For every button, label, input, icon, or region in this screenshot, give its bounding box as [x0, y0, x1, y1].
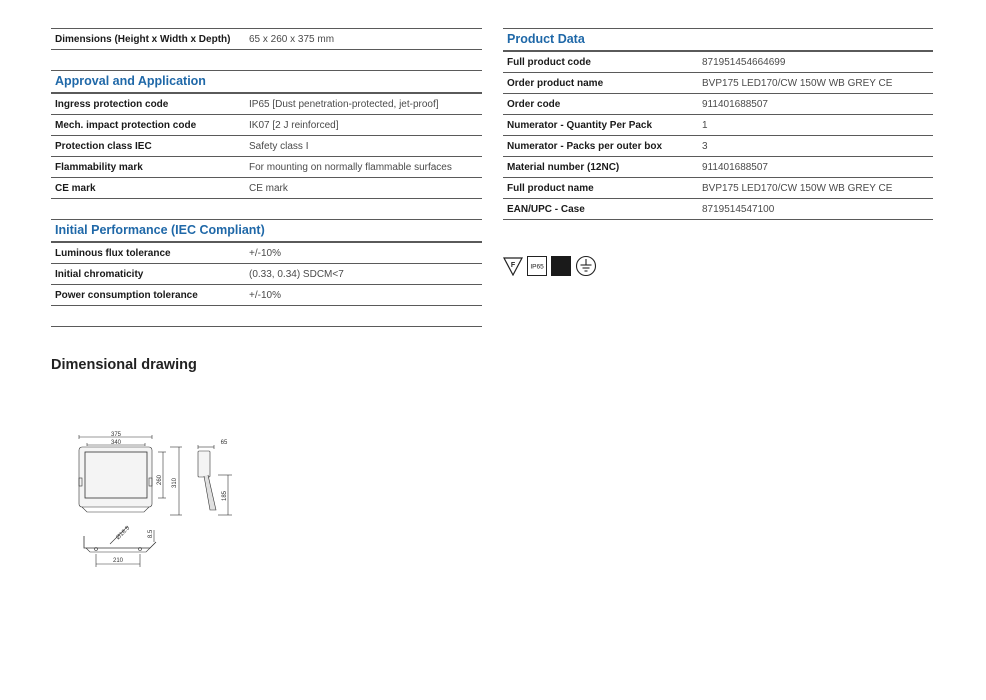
table-row	[51, 243, 482, 264]
table-row	[51, 136, 482, 157]
table-row	[51, 264, 482, 285]
product-data-title: Product Data	[503, 28, 933, 51]
spec-value: Safety class I	[245, 136, 482, 157]
certification-icons	[503, 255, 597, 277]
divider	[51, 50, 482, 71]
spec-key: Protection class IEC	[51, 136, 245, 157]
right-column	[503, 28, 933, 220]
table-row	[51, 178, 482, 199]
earth-ground-icon	[575, 255, 597, 277]
table-row	[503, 73, 933, 94]
spec-value: 65 x 260 x 375 mm	[245, 29, 482, 50]
approval-table	[51, 93, 482, 199]
table-row	[51, 285, 482, 306]
spec-value: (0.33, 0.34) SDCM<7	[245, 264, 482, 285]
flammability-triangle-icon	[503, 256, 523, 276]
black-square-icon	[551, 256, 571, 276]
spec-key: Luminous flux tolerance	[51, 243, 245, 264]
dim-label: 65	[220, 440, 228, 446]
spec-key: Initial chromaticity	[51, 264, 245, 285]
spec-key: Order product name	[503, 73, 698, 94]
table-row	[503, 199, 933, 220]
spec-value: BVP175 LED170/CW 150W WB GREY CE	[698, 178, 933, 199]
spec-value: BVP175 LED170/CW 150W WB GREY CE	[698, 73, 933, 94]
spec-value: 1	[698, 115, 933, 136]
product-data-table	[503, 51, 933, 220]
table-row	[503, 157, 933, 178]
spec-key: Order code	[503, 94, 698, 115]
spec-value: 8719514547100	[698, 199, 933, 220]
spec-value: 3	[698, 136, 933, 157]
spec-value: 911401688507	[698, 157, 933, 178]
dim-label: 210	[112, 558, 124, 564]
table-row	[51, 94, 482, 115]
flammability-icon-label: F	[510, 262, 516, 269]
approval-section-title: Approval and Application	[51, 71, 482, 93]
spec-key: EAN/UPC - Case	[503, 199, 698, 220]
table-row	[51, 115, 482, 136]
performance-section-title: Initial Performance (IEC Compliant)	[51, 220, 482, 242]
spec-key: Material number (12NC)	[503, 157, 698, 178]
spec-value: For mounting on normally flammable surfaces	[245, 157, 482, 178]
spec-key: Flammability mark	[51, 157, 245, 178]
spec-value: 871951454664699	[698, 52, 933, 73]
spec-key: Mech. impact protection code	[51, 115, 245, 136]
table-row	[503, 52, 933, 73]
spec-key: Full product code	[503, 52, 698, 73]
dim-label: 260	[157, 474, 163, 486]
spec-value: 911401688507	[698, 94, 933, 115]
dim-label: 375	[110, 432, 122, 438]
ip65-icon-label: IP65	[530, 263, 544, 271]
spec-value: IP65 [Dust penetration-protected, jet-proof]	[245, 94, 482, 115]
dim-label: 310	[172, 477, 178, 489]
left-column	[51, 28, 482, 327]
spec-key: Numerator - Quantity Per Pack	[503, 115, 698, 136]
dim-label: 340	[110, 440, 122, 446]
dimensional-drawing	[70, 430, 250, 575]
table-row	[503, 178, 933, 199]
table-row	[51, 157, 482, 178]
spec-key: CE mark	[51, 178, 245, 199]
dimensions-table	[51, 28, 482, 50]
table-row	[503, 115, 933, 136]
dim-label: 8.5	[148, 529, 154, 539]
spec-value: IK07 [2 J reinforced]	[245, 115, 482, 136]
table-row	[503, 136, 933, 157]
table-row	[503, 94, 933, 115]
ip65-icon	[527, 256, 547, 276]
spec-key: Full product name	[503, 178, 698, 199]
table-row	[51, 29, 482, 50]
spec-key: Ingress protection code	[51, 94, 245, 115]
divider	[51, 306, 482, 327]
spec-value: +/-10%	[245, 285, 482, 306]
performance-table	[51, 242, 482, 306]
spec-key: Power consumption tolerance	[51, 285, 245, 306]
spec-value: CE mark	[245, 178, 482, 199]
spec-key: Numerator - Packs per outer box	[503, 136, 698, 157]
dimensional-drawing-heading: Dimensional drawing	[51, 357, 197, 373]
spec-value: +/-10%	[245, 243, 482, 264]
spec-key: Dimensions (Height x Width x Depth)	[51, 29, 245, 50]
dim-label: Ø16.5	[115, 525, 132, 542]
dim-label: 185	[222, 490, 228, 502]
divider	[51, 199, 482, 220]
